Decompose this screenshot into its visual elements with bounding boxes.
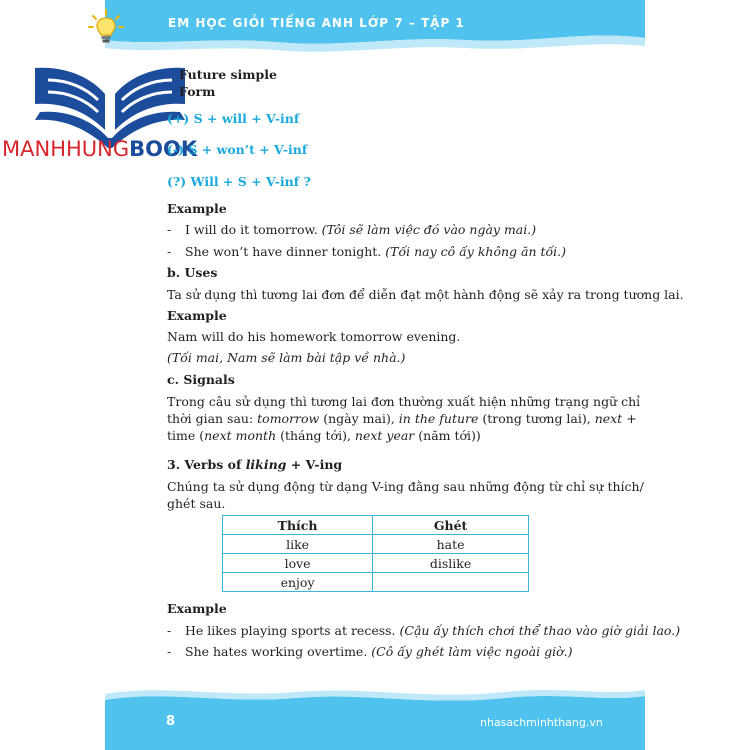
example-heading: Example — [167, 201, 227, 216]
verbs-line-1: Chúng ta sử dụng động từ dạng V-ing đằng sau những động từ chỉ sự thích/ — [167, 479, 644, 494]
uses-heading: b. Uses — [167, 265, 218, 280]
signals-line-3: time (next month (tháng tới), next year (năm tới)) — [167, 428, 481, 443]
table-header-cell: Thích — [223, 516, 373, 535]
uses-paragraph: Ta sử dụng thì tương lai đơn để diễn đạt một hành động sẽ xảy ra trong tương lai. — [167, 287, 684, 302]
verbs-heading: 3. Verbs of liking + V-ing — [167, 457, 343, 472]
form-question: (?) Will + S + V-inf ? — [167, 174, 311, 189]
example-item: - He likes playing sports at recess. (Cậu ấy thích chơi thể thao vào giờ giải lao.) — [167, 623, 681, 638]
brand-part-a: MANHHUNG — [2, 137, 130, 161]
table-row — [223, 554, 529, 573]
table-header-cell: Ghét — [373, 516, 529, 535]
header-title: EM HỌC GIỎI TIẾNG ANH LỚP 7 – TẬP 1 — [168, 16, 465, 30]
example-sentence: Nam will do his homework tomorrow evening. — [167, 329, 461, 344]
table-row — [223, 573, 529, 592]
table-cell — [373, 573, 529, 592]
example-item: - She won’t have dinner tonight. (Tối nay cô ấy không ăn tối.) — [167, 244, 566, 259]
footer-website: nhasachminhthang.vn — [480, 716, 603, 729]
example-item: - She hates working overtime. (Cô ấy ghét làm việc ngoài giờ.) — [167, 644, 573, 659]
liking-table — [222, 515, 529, 592]
table-row — [223, 535, 529, 554]
example-heading: Example — [167, 308, 227, 323]
signals-line-2: thời gian sau: tomorrow (ngày mai), in the future (trong tương lai), next + — [167, 411, 637, 426]
page-number: 8 — [166, 714, 176, 729]
table-cell: dislike — [373, 554, 529, 573]
table-cell: like — [223, 535, 373, 554]
heading-form: Form — [179, 84, 216, 99]
verbs-line-2: ghét sau. — [167, 496, 226, 511]
signals-heading: c. Signals — [167, 372, 235, 387]
brand-part-b: BOOK — [129, 137, 198, 161]
example-heading: Example — [167, 601, 227, 616]
form-positive: (+) S + will + V-inf — [167, 111, 300, 126]
table-cell: love — [223, 554, 373, 573]
form-negative: (-) S + won’t + V-inf — [167, 142, 308, 157]
table-cell: hate — [373, 535, 529, 554]
signals-line-1: Trong câu sử dụng thì tương lai đơn thường xuất hiện những trạng ngữ chỉ — [167, 394, 641, 409]
table-header-row — [223, 516, 529, 535]
example-translation: (Tối mai, Nam sẽ làm bài tập về nhà.) — [167, 350, 406, 365]
table-cell: enjoy — [223, 573, 373, 592]
heading-future-simple: Future simple — [179, 67, 277, 82]
example-item: - I will do it tomorrow. (Tôi sẽ làm việc đó vào ngày mai.) — [167, 222, 537, 237]
